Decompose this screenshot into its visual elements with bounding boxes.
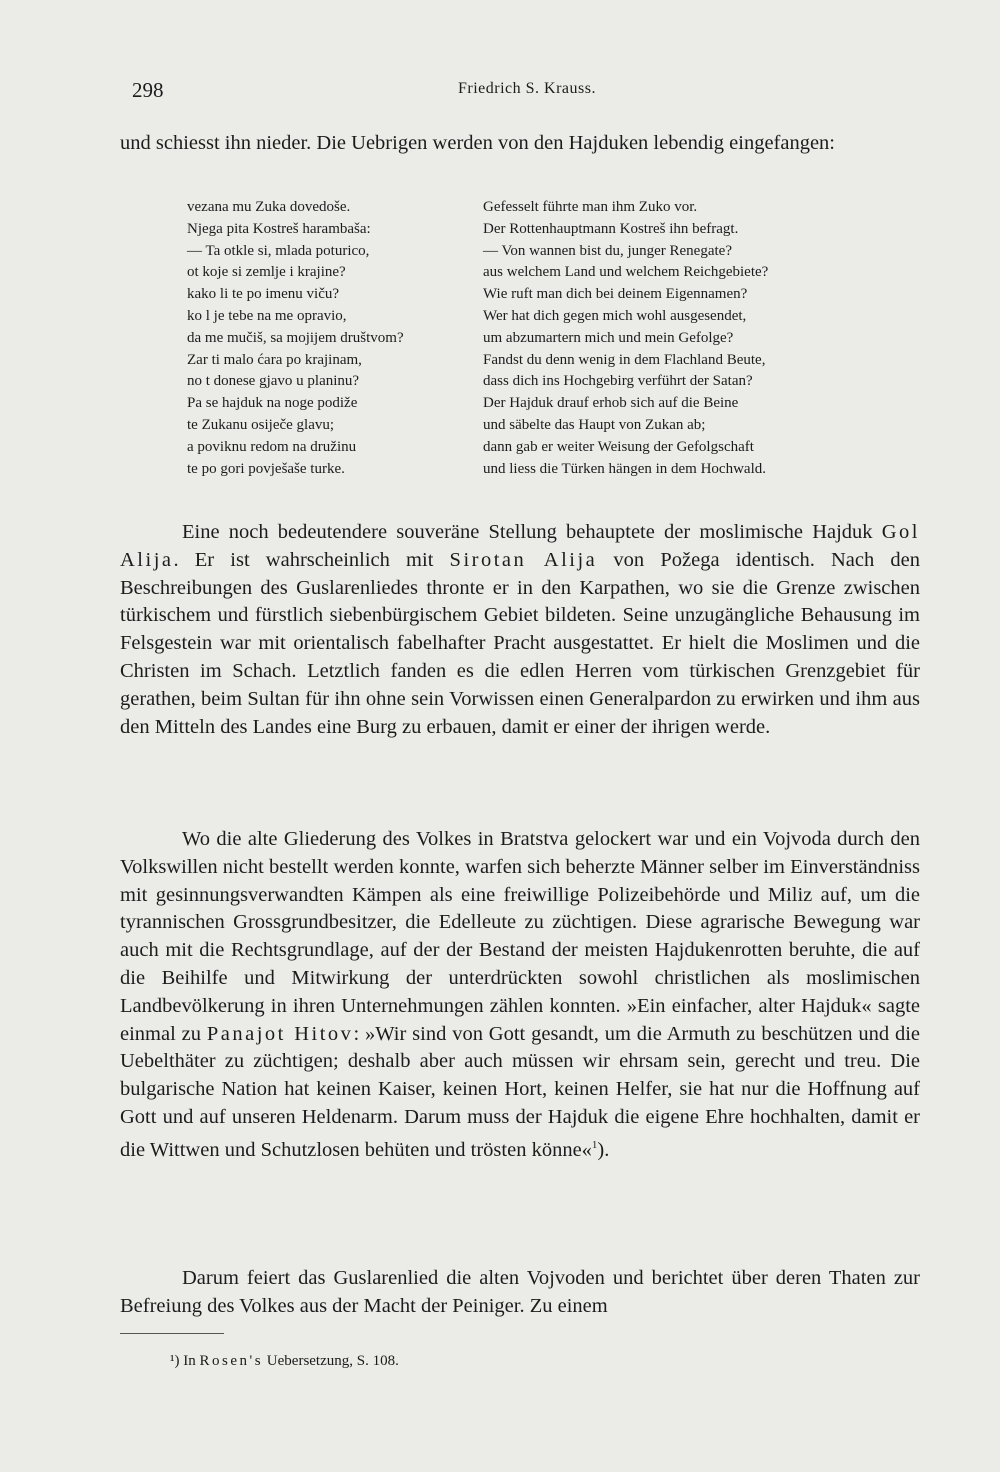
verse-line: Der Hajduk drauf erhob sich auf die Beine [483,395,739,412]
verse-line: a poviknu redom na družinu [187,438,357,455]
footnote-reference: 1 [591,1138,598,1151]
text: Wo die alte Gliederung des Volkes in Bratstva gelockert war und ein Vojvoda durch den Volkswillen nicht bestellt werden konnte, warfen sich beherzte Männer selber im Einverständniss mit gesinnungsverwandten Kämpen als eine freiwillige Polizeibehörde und Miliz auf, um die tyrannischen Grossgrundbesitzer, die Edelleute zu züchtigen. Diese agrarische Bewegung war auch mit die Rechtsgrundlage, auf der der Bestand der meisten Hajdukenrotten beruhte, die auf die Beihilfe und Mitwirkung der unterdrückten sowohl christlichen als moslimischen Landbevölkerung in ihren Unternehmungen zählen konnten. »Ein einfacher, alter Hajduk« sagte einmal zu [120,828,920,1045]
verse-line: Pa se hajduk na noge podiže [187,395,358,412]
verse-line: und liess die Türken hängen in dem Hochwald. [483,460,766,477]
verse-line: aus welchem Land und welchem Reichgebiete? [483,264,769,281]
verse-line: kako li te po imenu viču? [187,286,340,303]
text: : »Wir sind von Gott gesandt, um die Armuth zu beschützen und die Uebelthäter zu züchtigen; deshalb aber auch müssen wir ehrsam sein, gerecht und treu. Die bulgarische Nation hat keinen Kaiser, keinen Hort, keinen Helfer, sie hat nur die Hoffnung auf Gott und auf unseren Heldenarm. Darum muss der Hajduk die eigene Ehre hochhalten, damit er die Wittwen und Schutzlosen behüten und trösten könne« [120,1022,921,1161]
intro-paragraph: und schiesst ihn nieder. Die Uebrigen werden von den Hajduken lebendig eingefangen: [120,132,836,154]
page-header [132,78,922,108]
verse-original [187,197,477,480]
verse-line: Gefesselt führte man ihm Zuko vor. [483,199,698,215]
text: von Požega identisch. Nach den Beschreibungen des Guslarenliedes thronte er in den Karpathen, wo sie die Grenze zwischen türkischem und fürstlich siebenbürgischem Gebiet bildeten. Seine unzugängliche Behausung im Felsgestein war mit orientalisch fabelhafter Pracht ausgestattet. Er hielt die Moslimen und die Christen im Schach. Letztlich fanden es die edlen Herren vom türkischen Grenzgebiet für gerathen, beim Sultan für ihn ohne sein Vorwissen einen Generalpardon zu erwirken und ihm aus den Mitteln des Landes eine Burg zu erbauen, damit er einer der ihrigen werde. [120,548,920,738]
person-name: Gol Alija [120,521,920,571]
verse-line: und säbelte das Haupt von Zukan ab; [483,416,706,433]
running-head: Friedrich S. Krauss. [458,80,596,97]
person-name: Panajot Hitov [206,1022,354,1045]
text: . Er ist wahrscheinlich mit [173,548,450,571]
verse-line: vezana mu Zuka dovedoše. [187,199,351,215]
page-number: 298 [132,78,164,102]
footnote-divider [120,1333,224,1334]
text: In [179,1353,200,1369]
verse-line: ko l je tebe na me opravio, [187,307,347,324]
verse-line: Wer hat dich gegen mich wohl ausgesendet, [483,307,747,324]
paragraph-agrarian [120,826,920,1164]
verse-line: — Ta otkle si, mlada poturico, [187,242,370,259]
verse-line: Wie ruft man dich bei deinem Eigennamen? [483,286,748,303]
verse-line: ot koje si zemlje i krajine? [187,264,346,281]
verse-line: dann gab er weiter Weisung der Gefolgschaft [483,438,754,455]
verse-line: um abzumartern mich und mein Gefolge? [483,329,734,346]
text: ). [597,1138,610,1161]
paragraph-gol-alija [120,519,920,741]
footnote [170,1353,399,1370]
person-name: Sirotan Alija [449,548,598,571]
text: Uebersetzung, S. 108. [263,1353,399,1369]
verse-translation [483,197,863,480]
verse-line: dass dich ins Hochgebirg verführt der Satan? [483,373,753,390]
text: Eine noch bedeutendere souveräne Stellung behauptete der moslimische Hajduk [182,521,882,543]
paragraph-guslarenlied: Darum feiert das Guslarenlied die alten Vojvoden und berichtet über deren Thaten zur Befreiung des Volkes aus der Macht der Peiniger. Zu einem [120,1267,920,1317]
verse-line: — Von wannen bist du, junger Renegate? [483,242,732,259]
verse-line: Zar ti malo ćara po krajinam, [187,351,362,368]
footnote-marker: ¹) [170,1353,180,1369]
verse-line: Fandst du denn wenig in dem Flachland Beute, [483,351,766,368]
author-name: Rosen's [199,1353,264,1369]
verse-line: da me mučiš, sa mojijem društvom? [187,329,404,346]
verse-line: te Zukanu osiječe glavu; [187,416,335,433]
verse-line: no t donese gjavo u planinu? [187,373,360,390]
verse-line: Der Rottenhauptmann Kostreš ihn befragt. [483,220,739,237]
verse-line: te po gori povješaše turke. [187,460,345,477]
verse-line: Njega pita Kostreš harambaša: [187,220,371,237]
